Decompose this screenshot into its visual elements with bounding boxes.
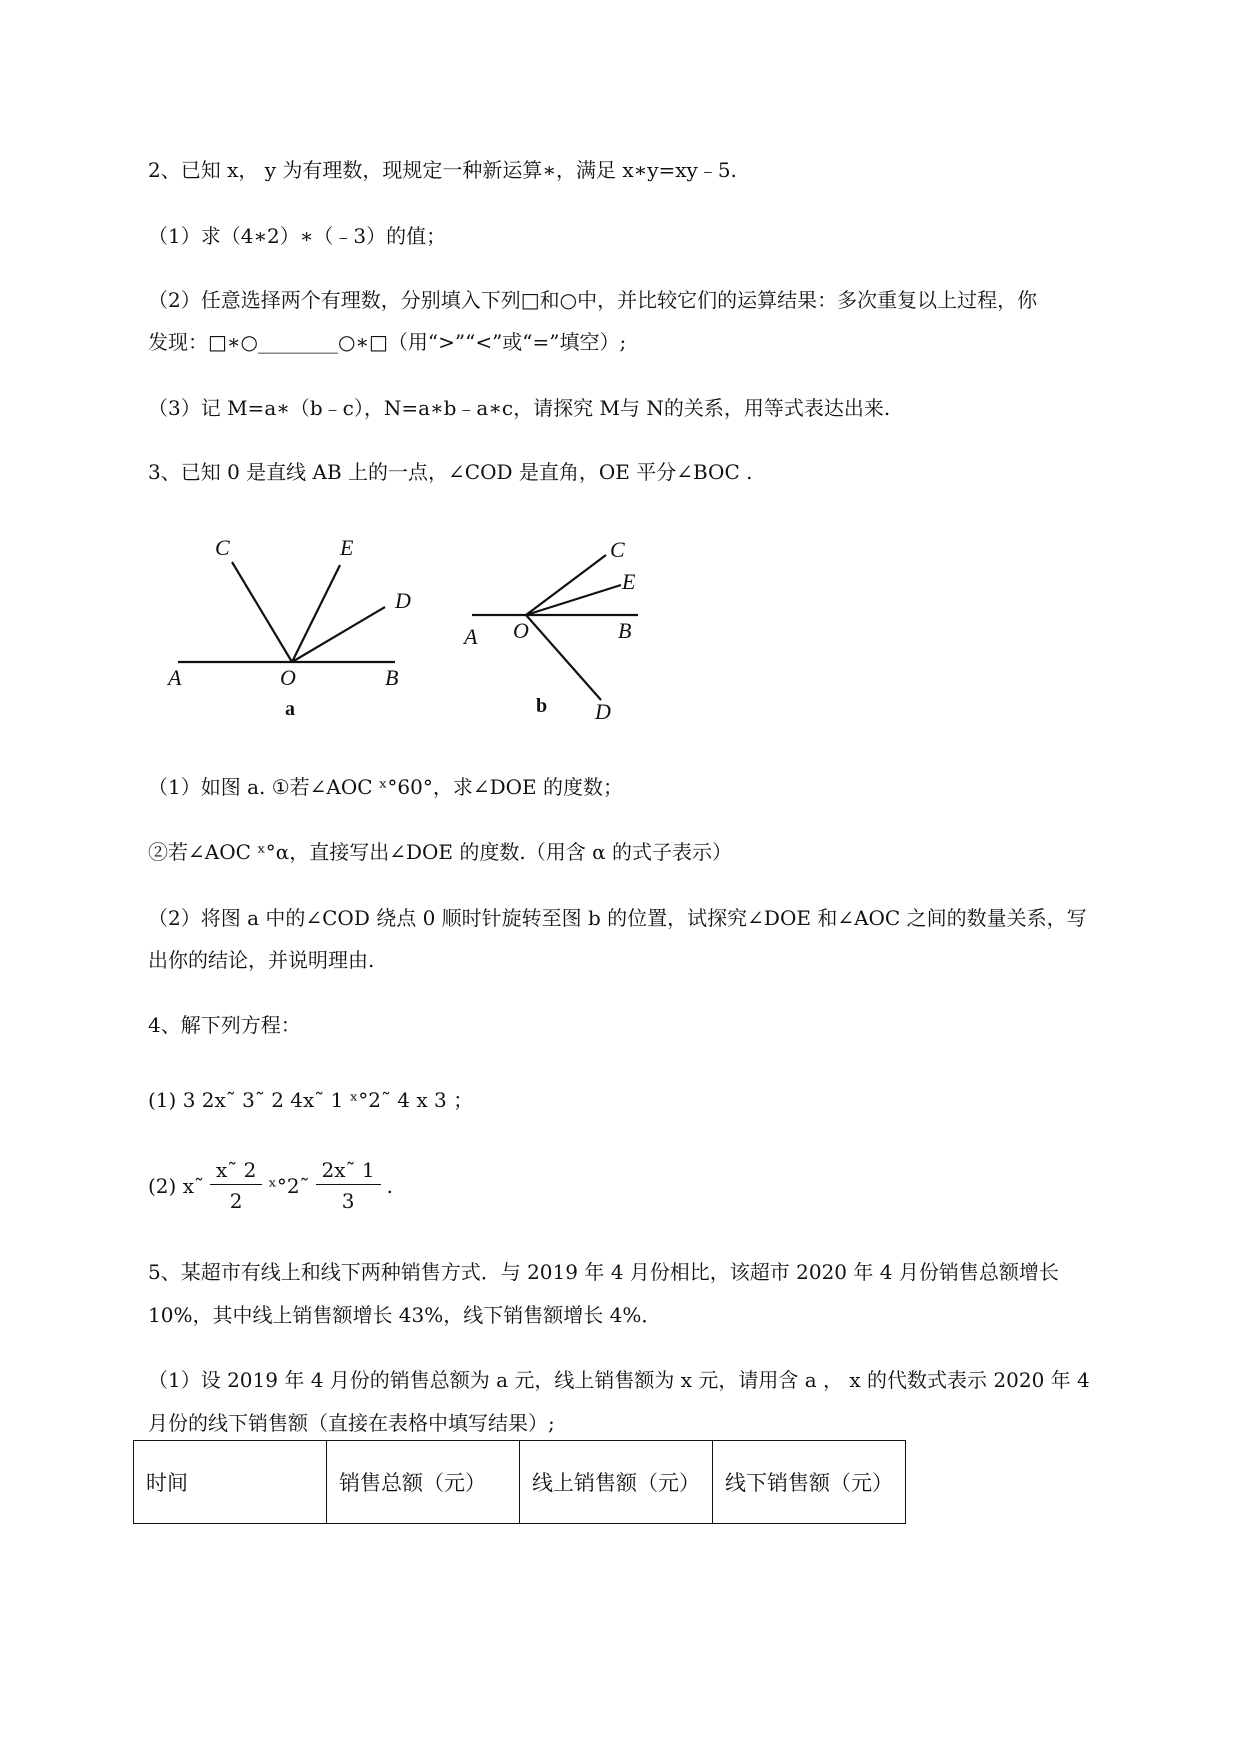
q4-eq2-fraction-1 [210,1160,262,1211]
fig-b-caption: b [536,695,548,717]
q4-eq2-fraction-2 [316,1160,381,1211]
table-header-online: 线上销售额（元） [520,1441,713,1524]
q3-part2-line1: （2）将图 a 中的∠COD 绕点 0 顺时针旋转至图 b 的位置，试探究∠DOE 和∠AOC 之间的数量关系，写 [148,906,1087,930]
fig-b-label-b: B [618,618,632,643]
fig-b-label-c: C [610,537,625,562]
q2-stem: 2、已知 x， y 为有理数，现规定一种新运算∗，满足 x∗y=xy﹣5. [148,158,737,182]
figure-b [458,525,678,735]
fig-a-label-o: O [280,665,296,690]
fig-b-label-o: O [513,618,529,643]
fig-a-label-d: D [395,588,411,613]
q5-stem-line1: 5、某超市有线上和线下两种销售方式．与 2019 年 4 月份相比，该超市 2020 年 4 月份销售总额增长 [148,1260,1059,1284]
q3-part2-line2: 出你的结论，并说明理由. [148,948,375,972]
table-header-offline: 线下销售额（元） [713,1441,906,1524]
fig-a-label-b: B [385,665,399,690]
q5-stem-line2: 10%，其中线上销售额增长 43%，线下销售额增长 4%． [148,1303,662,1327]
q4-eq2-end: . [386,1173,393,1198]
table-header-total: 销售总额（元） [327,1441,520,1524]
q3-stem: 3、已知 0 是直线 AB 上的一点，∠COD 是直角，OE 平分∠BOC . [148,460,753,484]
q4-eq2-frac1-denominator: 2 [229,1189,243,1213]
fig-a-label-e: E [340,535,354,560]
fig-a-label-a: A [168,665,182,690]
fig-a-caption: a [285,698,295,720]
q4-equation-1: (1) 3 2x˜ 3˜ 2 4x˜ 1 ˣ°2˜ 4 x 3 ； [148,1088,474,1112]
fig-b-label-d: D [595,699,611,724]
q4-eq2-frac1-numerator: x˜ 2 [210,1160,262,1185]
q2-part3: （3）记 M=a∗（b﹣c），N=a∗b﹣a∗c，请探究 M与 N的关系，用等式表达出来. [148,396,891,420]
q2-part2-line1: （2）任意选择两个有理数，分别填入下列□和○中，并比较它们的运算结果：多次重复以上过程，你 [148,288,1038,312]
q5-part1-line1: （1）设 2019 年 4 月份的销售总额为 a 元，线上销售额为 x 元，请用含 a ， x 的代数式表示 2020 年 4 [148,1368,1090,1392]
table-header-time: 时间 [134,1441,327,1524]
fig-a-label-c: C [215,535,230,560]
table-row [134,1441,906,1524]
q4-eq2-frac2-numerator: 2x˜ 1 [316,1160,381,1185]
q4-equation-2 [148,1160,393,1211]
fig-b-label-a: A [464,624,478,649]
q3-part1-line1: （1）如图 a. ①若∠AOC ˣ°60°，求∠DOE 的度数； [148,775,623,799]
fig-b-label-e: E [622,569,636,594]
q2-part1: （1）求（4∗2）∗（﹣3）的值； [148,224,447,248]
q4-eq2-frac2-denominator: 3 [341,1189,355,1213]
q3-part1-line2: ②若∠AOC ˣ°α，直接写出∠DOE 的度数.（用含 α 的式子表示） [148,840,732,864]
q4-stem: 4、解下列方程： [148,1013,301,1037]
sales-table [133,1440,906,1524]
q4-eq2-middle: ˣ°2˜ [268,1173,310,1198]
q5-part1-line2: 月份的线下销售额（直接在表格中填写结果）; [148,1411,555,1435]
q2-part2-line2: 发现：□∗○________○∗□（用“>”“<”或“=”填空）; [148,330,627,354]
q4-eq2-prefix: (2) x˜ [148,1173,204,1198]
figure-a [160,525,420,725]
